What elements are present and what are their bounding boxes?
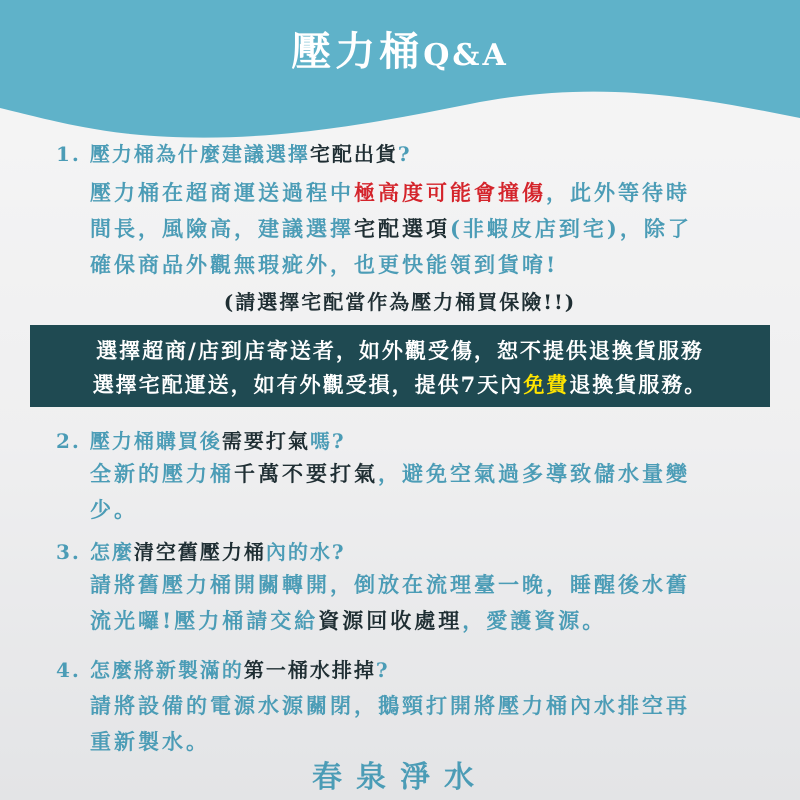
answer-3-line-2 <box>90 605 606 635</box>
answer-text: 壓力桶在超商運送過程中 <box>90 180 354 205</box>
banner-line-1: 選擇超商/店到店寄送者，如外觀受傷，恕不提供退換貨服務 <box>96 338 704 363</box>
question-number: 3. <box>56 540 81 564</box>
answer-2-line-1 <box>90 458 690 488</box>
question-4 <box>56 654 390 683</box>
answer-keyword: 千萬不要打氣 <box>234 461 378 486</box>
question-text: 怎麼 <box>89 540 134 564</box>
answer-text: 流光囉!壓力桶請交給 <box>90 608 319 633</box>
answer-text: 間長，風險高，建議選擇 <box>90 216 354 241</box>
answer-1-line-3: 確保商品外觀無瑕疵外，也更快能領到貨唷! <box>90 252 559 277</box>
question-keyword: 第一桶水排掉 <box>243 658 376 682</box>
shipping-policy-banner <box>30 325 770 407</box>
question-text: 壓力桶購買後 <box>89 429 222 453</box>
banner-highlight-free: 免費 <box>523 372 570 397</box>
answer-3-line-1: 請將舊壓力桶開關轉開，倒放在流理臺一晚，睡醒後水舊 <box>90 572 690 597</box>
question-number: 2. <box>56 429 81 453</box>
question-text: 怎麼將新製滿的 <box>89 658 244 682</box>
question-keyword: 需要打氣 <box>221 429 310 453</box>
answer-4-line-2: 重新製水。 <box>90 729 210 754</box>
answer-text: ，避免空氣過多導致儲水量變 <box>378 461 690 486</box>
answer-warning: 極高度可能會撞傷 <box>354 180 546 205</box>
answer-keyword: 宅配選項 <box>354 216 450 241</box>
question-number: 4. <box>56 658 81 682</box>
question-2 <box>56 425 346 454</box>
question-end: 內的水? <box>265 540 346 564</box>
banner-text: 選擇宅配運送，如有外觀受損，提供7天內 <box>92 372 524 397</box>
question-3 <box>56 536 346 565</box>
banner-line-2 <box>30 369 770 399</box>
question-end: ? <box>375 658 390 682</box>
brand-name: 春泉淨水 <box>312 760 488 795</box>
question-end: 嗎? <box>309 429 346 453</box>
question-1 <box>56 138 412 167</box>
question-end: ? <box>397 142 412 166</box>
title-suffix: Q&A <box>423 38 509 73</box>
page-title <box>0 20 800 77</box>
answer-2-line-2: 少。 <box>90 497 138 522</box>
answer-text: ，此外等待時 <box>546 180 690 205</box>
question-number: 1. <box>56 142 81 166</box>
answer-keyword: 資源回收處理 <box>318 608 463 633</box>
question-keyword: 清空舊壓力桶 <box>133 540 266 564</box>
question-keyword: 宅配出貨 <box>309 142 398 166</box>
banner-text: 退換貨服務。 <box>569 372 708 397</box>
title-main: 壓力桶 <box>291 28 424 75</box>
answer-text: 全新的壓力桶 <box>90 461 234 486</box>
answer-4-line-1: 請將設備的電源水源關閉，鵝頸打開將壓力桶內水排空再 <box>90 693 690 718</box>
answer-1-line-2 <box>90 213 692 243</box>
answer-text: (非蝦皮店到宅)，除了 <box>450 216 692 241</box>
answer-text: ，愛護資源。 <box>462 608 607 633</box>
insurance-note: (請選擇宅配當作為壓力桶買保險!!) <box>223 290 577 314</box>
answer-1-line-1 <box>90 177 690 207</box>
question-text: 壓力桶為什麼建議選擇 <box>89 142 310 166</box>
